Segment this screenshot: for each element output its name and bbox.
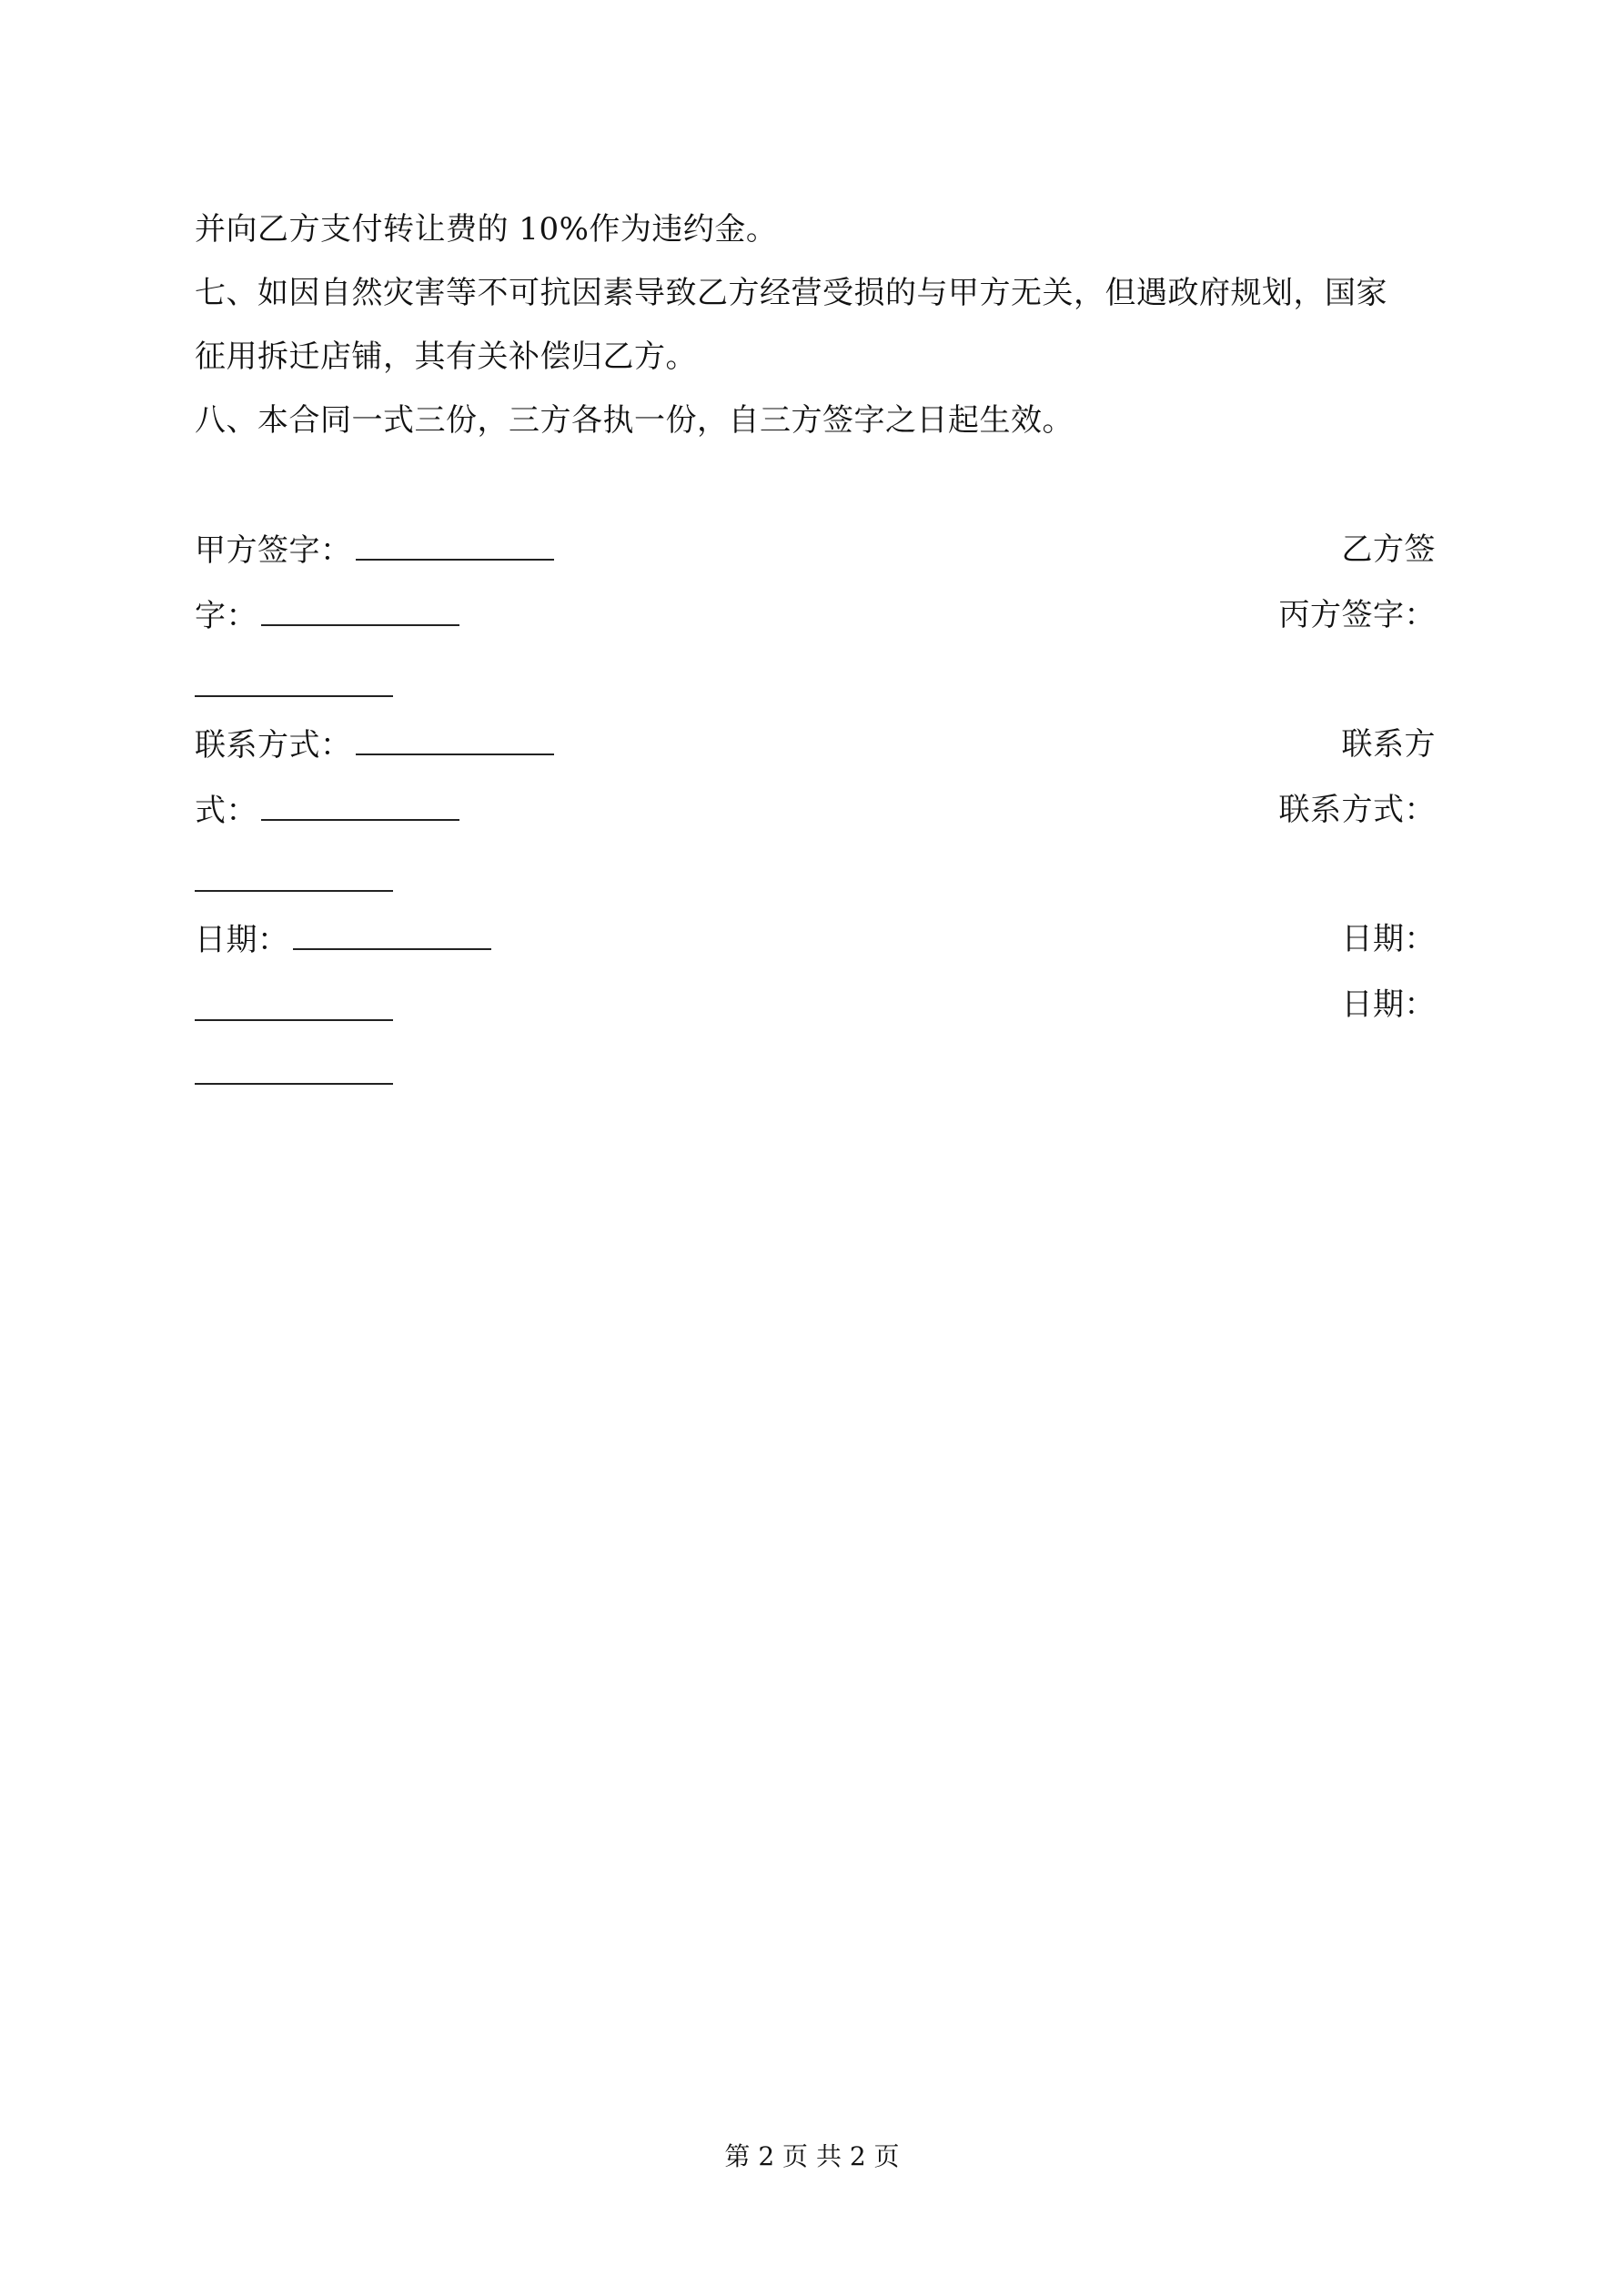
party-a-date-label: 日期： [195, 922, 289, 958]
party-a-signature-row [195, 528, 554, 572]
party-b-signature-label-part2: 字： [195, 598, 257, 634]
party-c-signature-label: 丙方签字： [1278, 597, 1436, 633]
party-a-date-row [195, 917, 491, 962]
party-b-contact-label-part1: 联系方 [1341, 726, 1436, 763]
paragraph-clause-7: 七、如因自然灾害等不可抗因素导致乙方经营受损的与甲方无关，但遇政府规划，国家 [195, 275, 1387, 311]
party-a-contact-row [195, 723, 554, 767]
party-b-contact-blank[interactable] [261, 788, 459, 821]
party-a-signature-blank[interactable] [356, 528, 554, 561]
party-b-signature-row [195, 593, 459, 638]
paragraph-clause-7-cont: 征用拆迁店铺，其有关补偿归乙方。 [195, 339, 697, 375]
party-c-date-label: 日期： [1341, 986, 1436, 1023]
party-b-contact-label-part2: 式： [195, 793, 257, 829]
paragraph-penalty: 并向乙方支付转让费的 10%作为违约金。 [195, 211, 778, 248]
party-a-date-blank[interactable] [293, 917, 491, 950]
paragraph-clause-8: 八、本合同一式三份，三方各执一份，自三方签字之日起生效。 [195, 402, 1074, 439]
party-b-date-blank[interactable] [195, 1017, 393, 1021]
party-b-date-label: 日期： [1341, 921, 1436, 957]
party-b-signature-blank[interactable] [261, 593, 459, 626]
party-a-contact-label: 联系方式： [195, 727, 352, 764]
party-c-contact-label: 联系方式： [1278, 792, 1436, 828]
party-c-contact-blank[interactable] [195, 888, 393, 892]
party-b-contact-row [195, 788, 459, 833]
party-a-contact-blank[interactable] [356, 723, 554, 755]
party-c-signature-blank[interactable] [195, 693, 393, 697]
party-c-date-blank[interactable] [195, 1081, 393, 1085]
party-b-signature-label-part1: 乙方签 [1341, 531, 1436, 568]
page-footer: 第 2 页 共 2 页 [724, 2141, 900, 2171]
party-a-signature-label: 甲方签字： [195, 532, 352, 569]
